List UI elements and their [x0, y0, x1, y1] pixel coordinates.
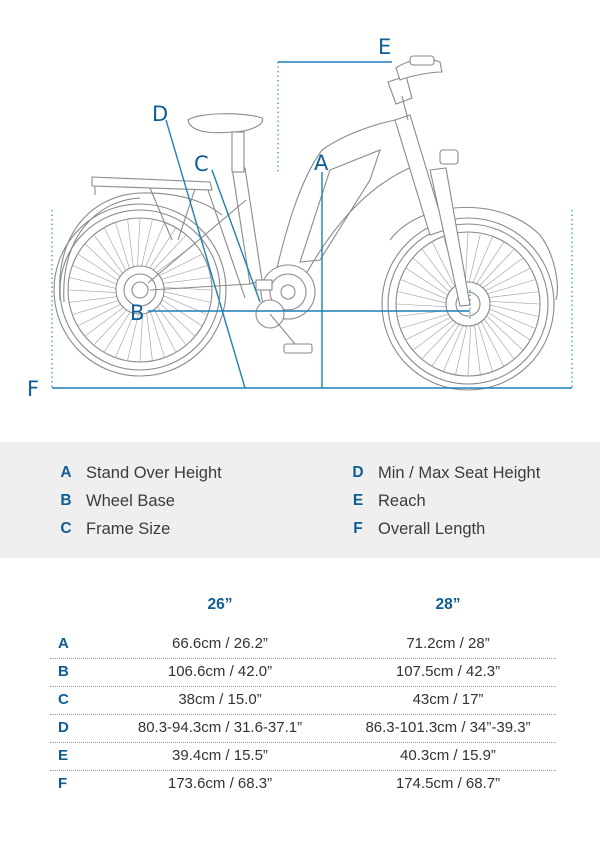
legend-key: F [353, 520, 363, 537]
cell-28: 107.5cm / 42.3” [395, 663, 501, 680]
label-b: B [130, 301, 145, 325]
column-header-26: 26” [207, 596, 233, 613]
legend-label: Reach [378, 492, 426, 510]
cell-26: 39.4cm / 15.5” [172, 747, 268, 764]
label-a: A [314, 151, 329, 175]
handlebar [388, 56, 442, 120]
table-row [50, 770, 556, 798]
legend-key: D [352, 464, 364, 481]
legend-label: Frame Size [86, 520, 171, 538]
label-d: D [152, 102, 169, 126]
table-row [50, 714, 556, 742]
legend-key: A [60, 464, 72, 481]
row-key: E [58, 747, 69, 764]
legend-label: Min / Max Seat Height [378, 464, 541, 482]
legend-key: E [352, 492, 364, 509]
table-row [50, 658, 556, 686]
table-row [50, 742, 556, 770]
cell-28: 43cm / 17” [412, 691, 484, 708]
legend-key: B [60, 492, 72, 509]
row-key: A [58, 635, 69, 652]
row-key: F [58, 775, 68, 792]
legend-label: Stand Over Height [86, 464, 222, 482]
cell-26: 173.6cm / 68.3” [167, 775, 273, 792]
label-e: E [378, 35, 392, 59]
drivetrain [256, 265, 315, 353]
cell-26: 66.6cm / 26.2” [172, 635, 268, 652]
cell-26: 38cm / 15.0” [178, 691, 262, 708]
legend-key: C [60, 520, 72, 537]
label-c: C [194, 152, 209, 176]
cell-28: 71.2cm / 28” [406, 635, 490, 652]
label-f: F [27, 377, 40, 401]
table-row [50, 686, 556, 714]
rear-wheel [54, 204, 226, 376]
rear-rack [92, 177, 245, 298]
saddle [188, 114, 263, 133]
row-key: D [58, 719, 69, 736]
column-header-28: 28” [435, 596, 461, 613]
cell-26: 106.6cm / 42.0” [167, 663, 273, 680]
cell-28: 40.3cm / 15.9” [400, 747, 496, 764]
legend-label: Wheel Base [86, 492, 175, 510]
table-row [50, 630, 556, 658]
row-key: B [58, 663, 69, 680]
legend-panel [0, 442, 600, 558]
cell-26: 80.3-94.3cm / 31.6-37.1” [137, 719, 303, 736]
row-key: C [58, 691, 69, 708]
cell-28: 86.3-101.3cm / 34”-39.3” [365, 719, 531, 736]
cell-28: 174.5cm / 68.7” [395, 775, 501, 792]
legend-label: Overall Length [378, 520, 486, 538]
